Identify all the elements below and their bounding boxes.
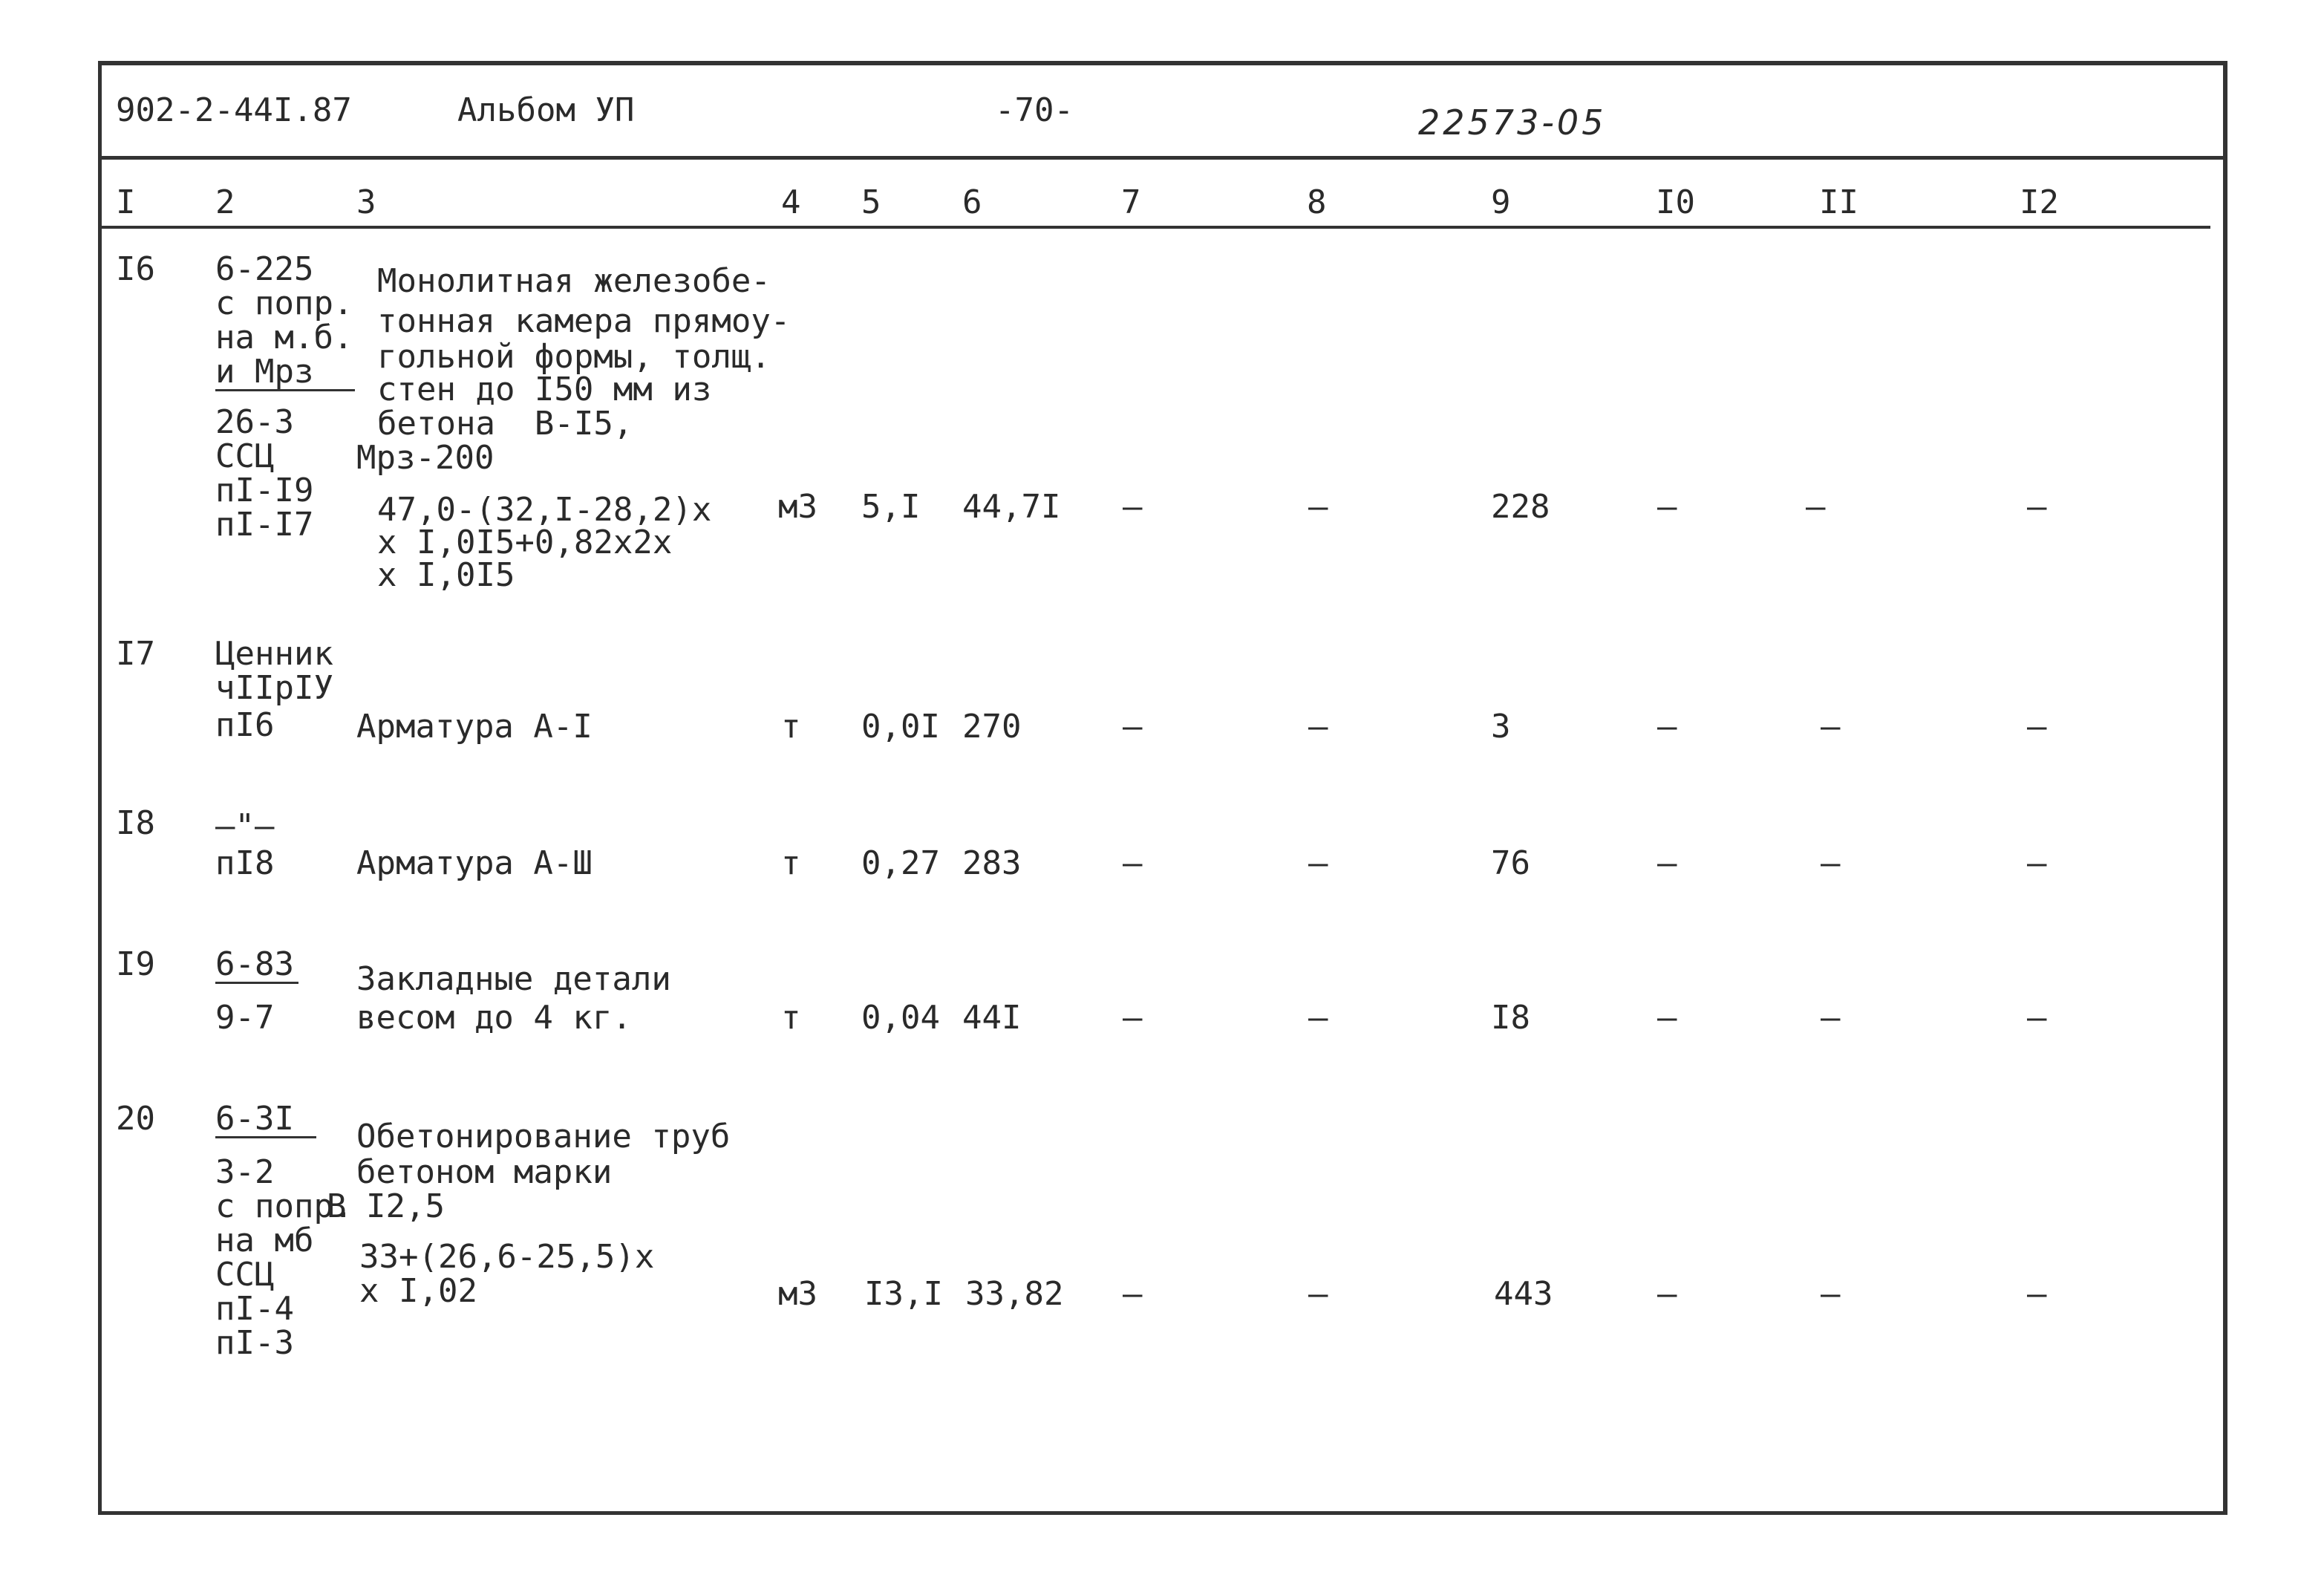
cell-col7: –	[1123, 708, 1143, 746]
norm-code-line: на м.б.	[215, 319, 353, 356]
cell-col12: –	[2027, 488, 2047, 526]
col-header-4: 4	[781, 183, 801, 221]
column-header-divider	[102, 226, 2210, 229]
unit-cell: м3	[778, 488, 817, 526]
row-number: 20	[116, 1100, 155, 1138]
cell-col7: –	[1123, 488, 1143, 526]
unit-price-cell: 44I	[962, 999, 1022, 1037]
unit-price-cell: 283	[962, 844, 1022, 882]
description-line: Обетонирование труб	[356, 1118, 731, 1155]
cost-cell: 3	[1491, 708, 1511, 746]
page-number: -70-	[995, 91, 1074, 129]
cell-col7: –	[1123, 1275, 1143, 1313]
formula-line: 33+(26,6-25,5)x	[359, 1238, 655, 1276]
cell-col10: –	[1657, 844, 1677, 882]
cell-col10: –	[1657, 708, 1677, 746]
description-line: Арматура А-Ш	[356, 844, 593, 882]
cell-col12: –	[2027, 1275, 2047, 1313]
row-number: I9	[116, 945, 155, 983]
formula-line: x I,02	[359, 1272, 477, 1310]
doc-code: 902-2-44I.87	[116, 91, 352, 129]
price-code-line: 9-7	[215, 999, 275, 1037]
description-line: гольной формы, толщ.	[377, 338, 771, 376]
norm-code-line: Ценник	[215, 635, 333, 673]
description-line: бетоном марки	[356, 1153, 613, 1191]
unit-price-cell: 44,7I	[962, 488, 1061, 526]
cell-col10: –	[1657, 999, 1677, 1037]
cell-col10: –	[1657, 488, 1677, 526]
description-line: весом до 4 кг.	[356, 999, 632, 1037]
price-code-line: на мб	[215, 1222, 314, 1259]
formula-line: x I,0I5	[377, 556, 515, 594]
cell-col11: –	[1821, 1275, 1841, 1313]
col-header-2: 2	[215, 183, 235, 221]
handwritten-stamp-number: 22573-05	[1418, 102, 1607, 143]
price-code-line: пI-I7	[215, 506, 314, 544]
cell-col8: –	[1308, 708, 1328, 746]
cell-col8: –	[1308, 488, 1328, 526]
row-number: I7	[116, 635, 155, 673]
cost-cell: 228	[1491, 488, 1550, 526]
description-line: бетона B-I5,	[377, 405, 633, 443]
row-number: I8	[116, 804, 155, 842]
col-header-7: 7	[1121, 183, 1141, 221]
cell-col11: –	[1821, 999, 1841, 1037]
col-header-5: 5	[861, 183, 881, 221]
price-code-line: ССЦ	[215, 437, 275, 475]
unit-price-cell: 270	[962, 708, 1022, 746]
unit-cell: м3	[778, 1275, 817, 1313]
col-header-6: 6	[962, 183, 982, 221]
col-header-10: I0	[1656, 183, 1695, 221]
unit-cell: т	[781, 708, 801, 746]
cost-cell: I8	[1491, 999, 1530, 1037]
cell-col11: –	[1806, 488, 1826, 526]
formula-line: x I,0I5+0,82x2x	[377, 524, 673, 561]
cell-col10: –	[1657, 1275, 1677, 1313]
cost-cell: 76	[1491, 844, 1530, 882]
cell-col12: –	[2027, 708, 2047, 746]
price-code-line: с попр.	[215, 1187, 353, 1225]
cell-col8: –	[1308, 844, 1328, 882]
quantity-cell: 0,0I	[861, 708, 940, 746]
cell-col8: –	[1308, 1275, 1328, 1313]
price-code-line: 26-3	[215, 403, 294, 441]
quantity-cell: 5,I	[861, 488, 921, 526]
norm-code-line: 6-225	[215, 250, 314, 288]
norm-code-line: и Мрз	[215, 355, 355, 391]
norm-code-line: пI8	[215, 844, 275, 882]
cell-col7: –	[1123, 844, 1143, 882]
description-line: тонная камера прямоу-	[377, 302, 791, 340]
col-header-1: I	[116, 183, 136, 221]
price-code-line: 3-2	[215, 1153, 275, 1191]
description-line: стен до I50 мм из	[377, 371, 712, 408]
cell-col11: –	[1821, 708, 1841, 746]
col-header-11: II	[1819, 183, 1858, 221]
unit-cell: т	[781, 999, 801, 1037]
col-header-3: 3	[356, 183, 376, 221]
price-code-line: пI-I9	[215, 472, 314, 509]
price-code-line: ССЦ	[215, 1256, 275, 1294]
cell-col12: –	[2027, 999, 2047, 1037]
cell-col8: –	[1308, 999, 1328, 1037]
cost-cell: 443	[1494, 1275, 1553, 1313]
description-line: В I2,5	[327, 1187, 445, 1225]
formula-line: 47,0-(32,I-28,2)x	[377, 491, 712, 529]
cell-col11: –	[1821, 844, 1841, 882]
description-line: Закладные детали	[356, 960, 671, 998]
quantity-cell: I3,I	[864, 1275, 943, 1313]
quantity-cell: 0,04	[861, 999, 940, 1037]
description-line: Монолитная железобе-	[377, 262, 771, 300]
quantity-cell: 0,27	[861, 844, 940, 882]
description-line: Мрз-200	[356, 439, 494, 477]
price-code-line: пI-3	[215, 1324, 294, 1362]
norm-code-line: с попр.	[215, 284, 353, 322]
cell-col12: –	[2027, 844, 2047, 882]
description-line: Арматура А-I	[356, 708, 593, 746]
col-header-12: I2	[2020, 183, 2059, 221]
album-title: Альбом УП	[457, 91, 635, 129]
norm-code-line: пI6	[215, 706, 275, 744]
norm-code-line: чIIрIУ	[215, 669, 333, 707]
cell-col7: –	[1123, 999, 1143, 1037]
col-header-9: 9	[1491, 183, 1511, 221]
norm-code-line: –"–	[215, 807, 275, 845]
row-number: I6	[116, 250, 155, 288]
unit-cell: т	[781, 844, 801, 882]
unit-price-cell: 33,82	[965, 1275, 1064, 1313]
header-divider	[102, 156, 2224, 160]
norm-code-line: 6-3I	[215, 1102, 316, 1138]
price-code-line: пI-4	[215, 1290, 294, 1328]
col-header-8: 8	[1307, 183, 1327, 221]
norm-code-line: 6-83	[215, 948, 298, 984]
